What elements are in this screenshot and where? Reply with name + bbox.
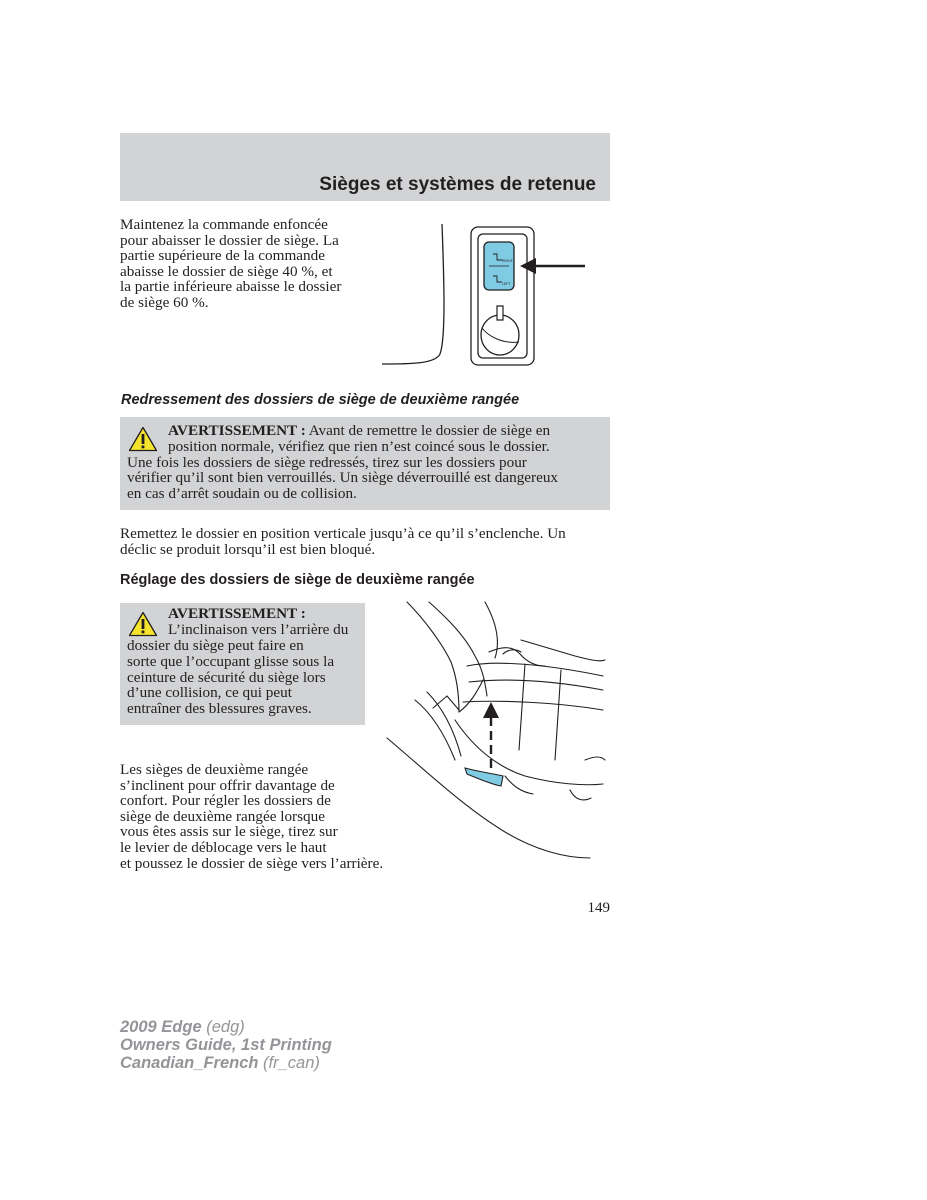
footer-language-code: (fr_can)	[258, 1054, 320, 1072]
button-label-left: LEFT	[502, 282, 511, 286]
footer-model-code: (edg)	[201, 1018, 245, 1036]
body-line: confort. Pour régler les dossiers de	[120, 792, 331, 810]
intro-line: de siège 60 %.	[120, 293, 209, 311]
warning-line: entraîner des blessures graves.	[127, 700, 312, 717]
warning-label: AVERTISSEMENT :	[168, 605, 306, 622]
seat-control-illustration	[380, 218, 590, 370]
warning-text: Avant de remettre le dossier de siège en	[305, 422, 551, 439]
warning-box	[120, 417, 610, 510]
warning-line: ceinture de sécurité du siège lors	[127, 669, 326, 686]
warning-label: AVERTISSEMENT :	[168, 422, 306, 439]
adjust-instructions	[120, 762, 420, 871]
body-line: déclic se produit lorsqu’il est bien bloqué.	[120, 540, 376, 558]
section-header-band	[120, 133, 610, 201]
warning-line: vérifier qu’il sont bien verrouillés. Un siège déverrouillé est dangereux	[127, 469, 559, 486]
warning-triangle-icon	[128, 426, 158, 452]
warning-line: d’une collision, ce qui peut	[127, 684, 292, 701]
intro-line: Maintenez la commande enfoncée	[120, 216, 328, 233]
warning-line	[168, 423, 550, 439]
footer-model: 2009 Edge	[120, 1018, 202, 1036]
arrow-up-icon	[483, 702, 499, 718]
warning-line: position normale, vérifiez que rien n’est coincé sous le dossier.	[168, 438, 550, 455]
warning-line: sorte que l’occupant glisse sous la	[127, 653, 335, 670]
button-label-right: RIGHT	[502, 259, 513, 263]
section-heading-raise: Redressement des dossiers de siège de deuxième rangée	[121, 392, 520, 408]
raise-instructions	[120, 526, 620, 557]
intro-line: pour abaisser le dossier de siège. La	[120, 231, 339, 249]
document-footer	[120, 1018, 332, 1072]
body-line: et poussez le dossier de siège vers l’arrière.	[120, 854, 384, 872]
warning-triangle-icon	[128, 611, 158, 637]
body-line: vous êtes assis sur le siège, tirez sur	[120, 823, 338, 841]
intro-line: abaisse le dossier de siège 40 %, et	[120, 262, 333, 280]
body-line: s’inclinent pour offrir davantage de	[120, 776, 335, 794]
page-number: 149	[587, 900, 610, 916]
warning-line: Une fois les dossiers de siège redressés, tirez sur les dossiers pour	[127, 454, 527, 471]
section-heading-adjust: Réglage des dossiers de siège de deuxième rangée	[120, 572, 475, 588]
body-line: le levier de déblocage vers le haut	[120, 838, 327, 856]
footer-line-3	[120, 1054, 332, 1072]
body-line: siège de deuxième rangée lorsque	[120, 807, 325, 825]
body-line: Les sièges de deuxième rangée	[120, 761, 309, 778]
intro-line: partie supérieure de la commande	[120, 247, 325, 265]
intro-line: la partie inférieure abaisse le dossier	[120, 278, 342, 296]
warning-box	[120, 603, 365, 725]
body-line: Remettez le dossier en position verticale jusqu’à ce qu’il s’enclenche. Un	[120, 525, 566, 542]
warning-line: dossier du siège peut faire en	[127, 637, 304, 654]
warning-line: L’inclinaison vers l’arrière du	[168, 621, 349, 638]
footer-line-1	[120, 1018, 332, 1036]
footer-line-2: Owners Guide, 1st Printing	[120, 1036, 332, 1054]
warning-line: en cas d’arrêt soudain ou de collision.	[127, 485, 357, 502]
intro-paragraph	[120, 217, 380, 311]
footer-language: Canadian_French	[120, 1054, 259, 1072]
section-title: Sièges et systèmes de retenue	[319, 174, 596, 195]
